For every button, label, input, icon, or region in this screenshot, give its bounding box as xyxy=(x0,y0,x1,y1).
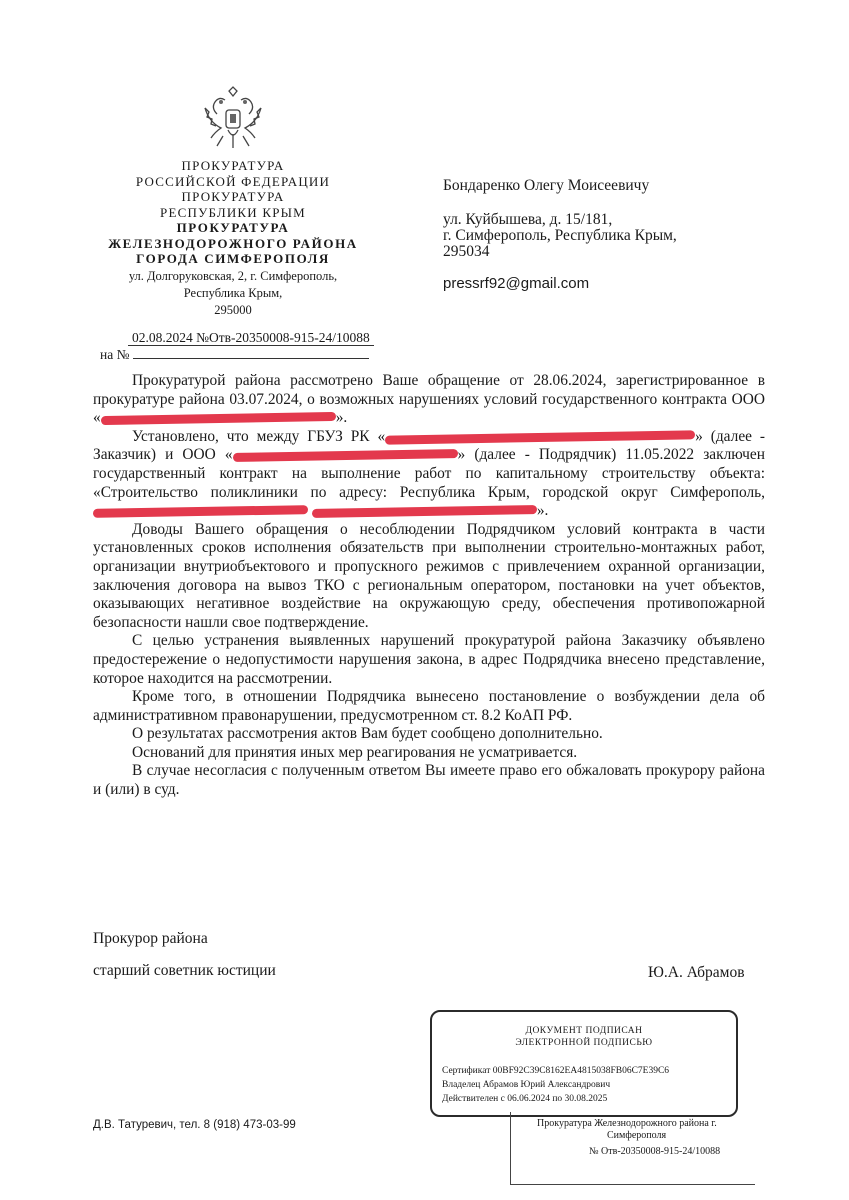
redaction-mark xyxy=(101,412,336,425)
sender-line: РЕСПУБЛИКИ КРЫМ xyxy=(160,204,306,220)
reference-line xyxy=(100,347,369,363)
sender-line: ЖЕЛЕЗНОДОРОЖНОГО РАЙОНА xyxy=(108,235,358,251)
sender-line: ПРОКУРАТУРА xyxy=(181,189,285,204)
registration-date: 02.08.2024 xyxy=(132,330,193,345)
signer-rank: старший советник юстиции xyxy=(93,962,276,979)
registration-line xyxy=(128,330,374,346)
recipient-block xyxy=(443,178,677,292)
recipient-postcode: 295034 xyxy=(443,243,490,260)
paragraph-text: Прокуратурой района рассмотрено Ваше обращение от 28.06.2024, зарегистрированное в прокуратуре района 03.07.2024, о возможных нарушениях условий государственного контракта ООО « xyxy=(93,372,765,427)
stamp-owner: Владелец Абрамов Юрий Александрович xyxy=(442,1080,611,1090)
reference-label: на № xyxy=(100,347,130,362)
paragraph: О результатах рассмотрения актов Вам будет сообщено дополнительно. xyxy=(132,725,603,743)
signer-block xyxy=(93,930,276,980)
registration-number-sign: № xyxy=(196,330,210,345)
redaction-mark xyxy=(93,505,308,518)
paragraph-text: Установлено, что между ГБУЗ РК « xyxy=(132,427,386,445)
electronic-signature-stamp xyxy=(430,1010,738,1117)
stamp-title-line: ЭЛЕКТРОННОЙ ПОДПИСЬЮ xyxy=(515,1038,653,1048)
signer-name: Ю.А. Абрамов xyxy=(648,964,745,981)
sender-line: РОССИЙСКОЙ ФЕДЕРАЦИИ xyxy=(135,173,331,189)
sender-address-line: Республика Крым, xyxy=(183,285,283,300)
sender-address-line: ул. Долгоруковская, 2, г. Симферополь, xyxy=(128,268,338,283)
sender-line: ПРОКУРАТУРА xyxy=(176,220,290,235)
registration-number: Отв-20350008-915-24/10088 xyxy=(209,330,370,345)
executor-contact: Д.В. Татуревич, тел. 8 (918) 473-03-99 xyxy=(93,1119,296,1131)
reg-stamp-number: № Отв-20350008-915-24/10088 xyxy=(589,1146,721,1157)
double-headed-eagle-emblem xyxy=(197,84,269,156)
paragraph: С целью устранения выявленных нарушений прокуратурой района Заказчику объявлено предостережение о недопустимости нарушения закона, в адрес Подрядчика внесено представление, которое находится на рассмотрении. xyxy=(93,632,765,687)
reg-stamp-org: Симферополя xyxy=(607,1130,667,1141)
redaction-mark xyxy=(385,430,695,444)
paragraph: Доводы Вашего обращения о несоблюдении Подрядчиком условий контракта в части установленных сроков исполнения обязательств при выполнении строительно-монтажных работ, организации внутриобъектового и пропускного режимов с привлечением охранной организации, заключения договора на вывоз ТКО с региональным оператором, постановки на учет объектов, оказывающих негативное воздействие на окружающую среду, обеспечения противопожарной безопасности нашли свое подтверждение. xyxy=(93,520,765,631)
sender-line: ПРОКУРАТУРА xyxy=(181,158,285,173)
sender-postcode: 295000 xyxy=(214,302,252,317)
redaction-mark xyxy=(312,505,537,518)
letter-body xyxy=(93,372,765,800)
paragraph xyxy=(93,372,765,428)
sender-address xyxy=(96,268,370,319)
paragraph: Оснований для принятия иных мер реагирования не усматривается. xyxy=(132,743,578,761)
paragraph: В случае несогласия с полученным ответом Вы имеете право его обжаловать прокурору района и (или) в суд. xyxy=(93,762,765,799)
stamp-validity: Действителен с 06.06.2024 по 30.08.2025 xyxy=(442,1094,608,1104)
recipient-email: pressrf92@gmail.com xyxy=(443,275,590,292)
recipient-name: Бондаренко Олегу Моисеевичу xyxy=(443,177,650,194)
signer-role: Прокурор района xyxy=(93,930,208,947)
registration-stamp xyxy=(510,1112,755,1185)
paragraph-text: » (далее - Заказчик) и ООО « xyxy=(93,427,765,464)
reg-stamp-org: Прокуратура Железнодорожного района г. xyxy=(537,1118,717,1129)
paragraph xyxy=(93,428,765,521)
sender-line: ГОРОДА СИМФЕРОПОЛЯ xyxy=(136,251,330,266)
paragraph-text: ». xyxy=(335,409,348,427)
stamp-title-line: ДОКУМЕНТ ПОДПИСАН xyxy=(525,1026,643,1036)
paragraph: Кроме того, в отношении Подрядчика вынесено постановление о возбуждении дела об административном правонарушении, предусмотренном ст. 8.2 КоАП РФ. xyxy=(93,688,765,724)
sender-block xyxy=(96,158,370,319)
reference-blank xyxy=(133,348,369,359)
redaction-mark xyxy=(233,449,458,462)
stamp-certificate: Сертификат 00BF92C39C8162EA4815038FB06C7E39C6 xyxy=(442,1066,670,1076)
paragraph-text: ». xyxy=(536,502,549,520)
paragraph-text: » (далее - Подрядчик) 11.05.2022 заключен государственный контракт на выполнение работ по капитальному строительству объекта: «Строительство поликлиники по адресу: Республика Крым, городской округ Симферополь, xyxy=(93,446,765,501)
recipient-address-line: г. Симферополь, Республика Крым, xyxy=(443,227,677,244)
recipient-address-line: ул. Куйбышева, д. 15/181, xyxy=(443,211,613,228)
stamp-title xyxy=(432,1025,736,1049)
